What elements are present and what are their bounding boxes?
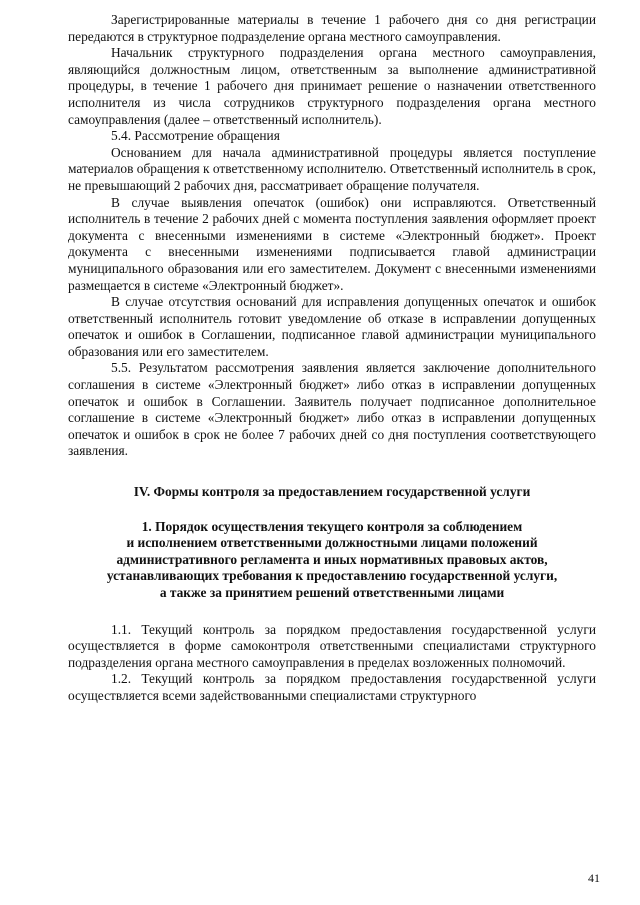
subsection-title-line: и исполнением ответственными должностными лицами положений	[126, 535, 538, 551]
document-page	[68, 12, 596, 705]
paragraph-heading-5-4: 5.4. Рассмотрение обращения	[111, 128, 280, 144]
page-number: 41	[588, 871, 600, 885]
section-title: IV. Формы контроля за предоставлением государственной услуги	[133, 484, 531, 500]
subsection-title	[68, 519, 596, 602]
paragraph-head-of-division: Начальник структурного подразделения органа местного самоуправления, являющийся должностным лицом, ответственным за выполнение административной процедуры, в течение 1 рабочего дня принимает решение о назначении ответственного исполнителя из числа сотрудников структурного подразделения органа местного самоуправления (далее – ответственный исполнитель).	[68, 45, 596, 127]
subsection-title-line: административного регламента и иных нормативных правовых актов,	[116, 551, 548, 567]
paragraph-control-1-2: 1.2. Текущий контроль за порядком предоставления государственной услуги осуществляется всеми задействованными специалистами структурного	[68, 671, 596, 703]
paragraph-registered-materials: Зарегистрированные материалы в течение 1 рабочего дня со дня регистрации передаются в структурное подразделение органа местного самоуправления.	[68, 12, 596, 44]
paragraph-typos-found: В случае выявления опечаток (ошибок) они исправляются. Ответственный исполнитель в течение 2 рабочих дней с момента поступления заявления оформляет проект документа с внесенными изменениями в системе «Электронный бюджет». Проект документа с внесенными изменениями подписывается главой администрации муниципального образования или его заместителем. Документ с внесенными изменениями размещается в системе «Электронный бюджет».	[68, 194, 596, 293]
paragraph-result-5-5: 5.5. Результатом рассмотрения заявления является заключение дополнительного соглашения в системе «Электронный бюджет» либо отказ в исправлении допущенных опечаток и ошибок в Соглашении. Заявитель получает подписанное дополнительное соглашение в системе «Электронный бюджет» либо отказ в исправлении допущенных опечаток и ошибок в срок не более 7 рабочих дней со дня поступления соответствующего заявления.	[68, 360, 596, 459]
subsection-title-line: устанавливающих требования к предоставлению государственной услуги,	[106, 568, 558, 584]
subsection-title-line: 1. Порядок осуществления текущего контроля за соблюдением	[141, 518, 523, 534]
paragraph-grounds: Основанием для начала административной процедуры является поступление материалов обращения к ответственному исполнителю. Ответственный исполнитель в срок, не превышающий 2 рабочих дня, рассматривает обращение получателя.	[68, 144, 596, 193]
paragraph-control-1-1: 1.1. Текущий контроль за порядком предоставления государственной услуги осуществляется в форме самоконтроля ответственными специалистами структурного подразделения органа местного самоуправления в пределах возложенных полномочий.	[68, 621, 596, 670]
subsection-title-line: а также за принятием решений ответственными лицами	[159, 585, 505, 600]
paragraph-no-grounds: В случае отсутствия оснований для исправления допущенных опечаток и ошибок ответственный исполнитель готовит уведомление об отказе в исправлении допущенных опечаток и ошибок в Соглашении, подписанное главой администрации муниципального образования или его заместителем.	[68, 294, 596, 359]
